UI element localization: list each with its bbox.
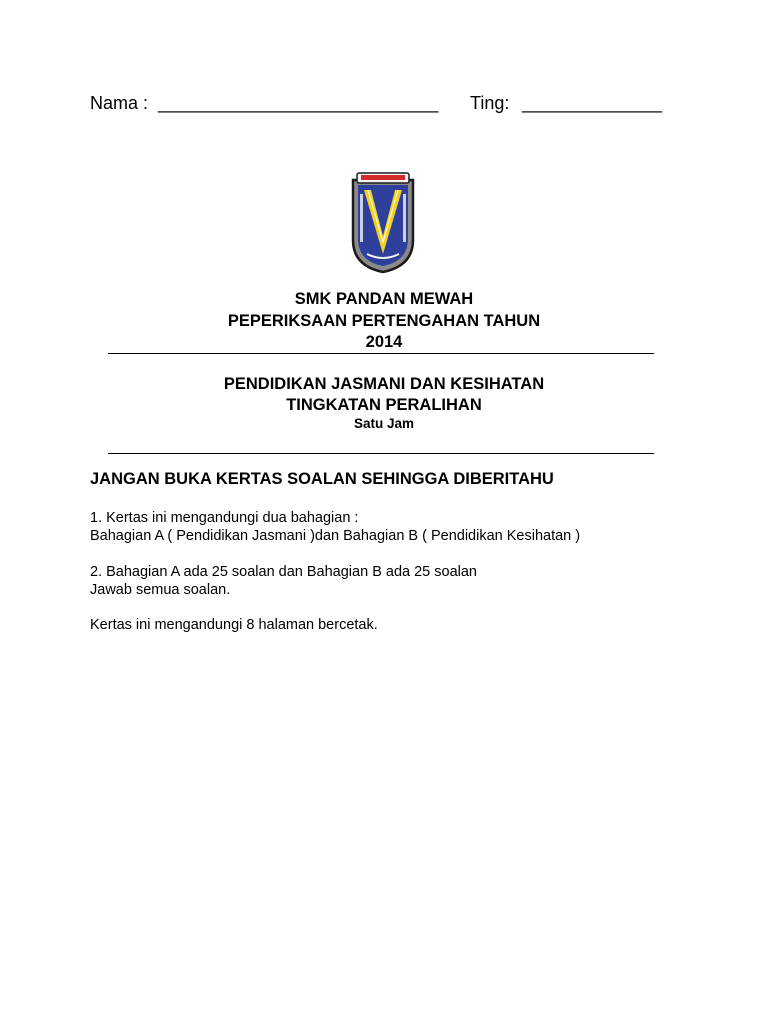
- school-crest-icon: [349, 170, 417, 274]
- exam-year: 2014: [365, 333, 403, 351]
- exam-title: PEPERIKSAAN PERTENGAHAN TAHUN: [227, 312, 541, 330]
- class-field-line: ______________: [522, 93, 663, 113]
- instruction-1-line-1: 1. Kertas ini mengandungi dua bahagian :: [90, 510, 359, 526]
- instruction-2-line-1: 2. Bahagian A ada 25 soalan dan Bahagian B ada 25 soalan: [90, 564, 477, 580]
- warning-heading: JANGAN BUKA KERTAS SOALAN SEHINGGA DIBERITAHU: [90, 470, 554, 488]
- name-label: Nama :: [90, 93, 149, 113]
- subject-title: PENDIDIKAN JASMANI DAN KESIHATAN: [223, 375, 545, 393]
- level-title: TINGKATAN PERALIHAN: [286, 396, 482, 414]
- divider-bottom: [108, 453, 654, 454]
- instruction-1-line-2: Bahagian A ( Pendidikan Jasmani )dan Bahagian B ( Pendidikan Kesihatan ): [90, 528, 581, 544]
- school-name: SMK PANDAN MEWAH: [294, 290, 474, 308]
- page-count-note: Kertas ini mengandungi 8 halaman bercetak.: [90, 617, 378, 633]
- instruction-2-line-2: Jawab semua soalan.: [90, 582, 231, 598]
- class-label: Ting:: [470, 93, 510, 113]
- name-field-line: ____________________________: [158, 93, 439, 113]
- exam-duration: Satu Jam: [353, 416, 415, 431]
- divider-top: [108, 353, 654, 354]
